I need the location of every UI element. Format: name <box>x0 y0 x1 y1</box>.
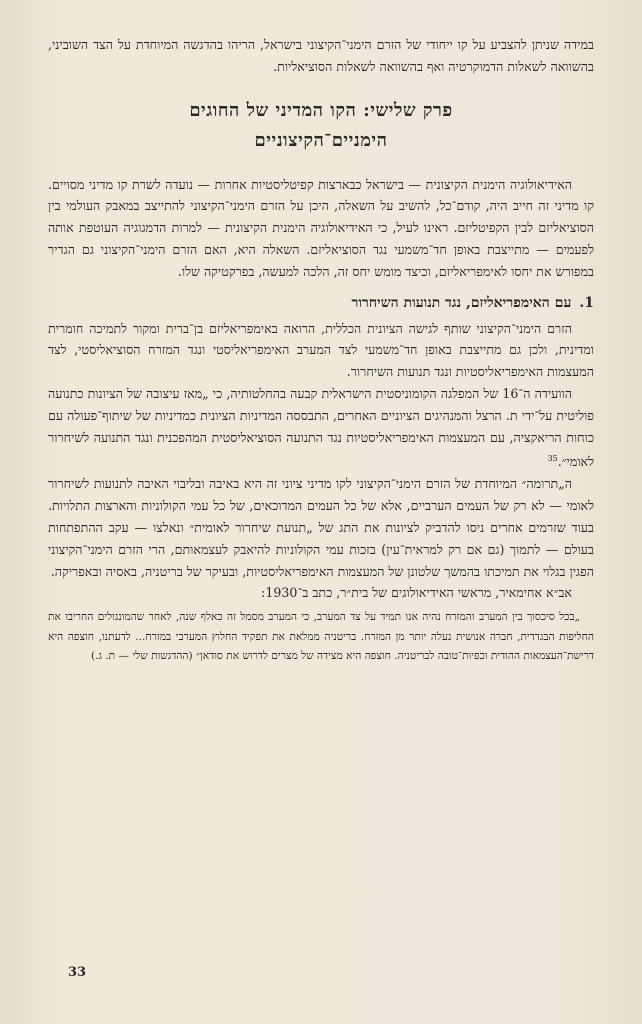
block-quote: „בכל סיכסוך בין המערב והמזרח נהיה אנו תמיד על צד המערב, כי המערב מסמל זה כאלף שנה, לאחר שהמונגולים החריבו את החליפות הבגדדית, חברה אנושית נעלה יותר מן המזרח. בריטניה ממלאת את תפקיד החלוץ המערבי במזרח... לדעתנו, חוצפה היא דרישת־העצמאות ההודית וכפיות־טובה לבריטניה. חוצפה היא מצידה של מצרים לדרוש את סודאן״ (ההדגשות שלי — ת. ג.) <box>48 611 595 663</box>
chapter-intro-paragraph: האידיאולוגיה הימנית הקיצונית — בישראל כבארצות קפיטליסטיות אחרות — נועדה לשרת קו מדיני מסויים. קו מדיני זה חייב היה, קודם־כל, להשיב על השאלה, היכן על הזרם הימני־הקיצוני להתייצב במאבק העולמי בין הסוציאליזם לבין הקפיטליזם. ראינו לעיל, כי האידיאולוגיה הימנית הקיצונית — למרות הדמגוגיה העוטפת אותה לפעמים — מתייצבת באופן חד־משמעי נגד הסוציאליזם. השאלה היא, האם הזרם הימני־הקיצוני גם הגדיר במפורש את יחסו לאימפריאליזם, וכיצד מומש יחס זה, הלכה למעשה, בפרקטיקה שלו. <box>48 176 594 279</box>
paragraph-3: ה„תרומה״ המיוחדת של הזרם הימני־הקיצוני לקו מדיני ציוני זה היא באיבה ובליבוי האיבה לתנועות לשיחרור לאומי — לא רק של העמים הערביים, אלא של כל העמים המדוכאים, של כל עמי הקולוניות והארצות התלויות. בעוד שזרמים אחרים ניסו להדביק לציונות את התג של „תנועת שיחרור לאומית״ ונאלצו — עקב ההתפתחות בעולם — לתמוך (גם אם רק למראית־עין) בזכות עמי הקולוניות להיאבק לעצמאותם, הרי הזרם הימני־הקיצוני הפגין בגלוי את תמיכתו בהמשך שלטונן של המעצמות האימפריאליסטיות, ובעיקר של בריטניה, באסיה ובאפריקה. <box>48 476 594 579</box>
section-number: 1. <box>579 294 594 311</box>
opening-paragraph: במידה שניתן להצביע על קו ייחודי של הזרם הימני־הקיצוני בישראל, הריהו בהדגשה המיוחדת על הצד השוביני, בהשוואה לשאלות הדמוקרטיה ואף בהשוואה לשאלות הסוציאליות. <box>48 37 594 74</box>
section-heading <box>48 295 594 312</box>
paragraph-4: אב״א אחימאיר, מראשי האידיאולוגים של בית״ר, כתב ב־1930: <box>261 585 572 601</box>
chapter-title-line-1: פרק שלישי: הקו המדיני של החוגים <box>189 99 453 121</box>
chapter-title-line-2: הימניים־הקיצוניים <box>254 129 388 151</box>
paragraph-1: הזרם הימני־הקיצוני שותף לגישה הציונית הכללית, הרואה באימפריאליזם בן־ברית ומקור לתמיכה חומרית ומדינית, ולכן גם מתייצבת באופן חד־משמעי לצד המערב האימפריאליסטי ונגד המזרח הסוציאליסטי, לצד המעצמות האימפריאליסטיות ונגד תנועות השיחרור. <box>48 320 594 380</box>
paragraph-2 <box>48 383 594 473</box>
section-title: עם האימפריאליזם, נגד תנועות השיחרור <box>351 294 572 311</box>
chapter-title <box>48 96 594 156</box>
paragraph-2-text: הוועידה ה־16 של המפלגה הקומוניסטית הישראלית קבעה בהחלטותיה, כי „מאז עיצובה של הציונות כתנועה פוליטית על־ידי ת. הרצל והמנהיגים הציוניים האחרים, התבססה המדיניות הציונית כמדיניות של שיתוף־פעולה עם כוחות הריאקציה, עם המעצמות האימפריאליסטיות נגד התנועה הסוציאליסטית המהפכנית ונגד התנועה לשיחרור לאומי״. <box>48 385 594 470</box>
footnote-ref-35: 35 <box>547 454 558 464</box>
page-number: 33 <box>68 965 87 980</box>
